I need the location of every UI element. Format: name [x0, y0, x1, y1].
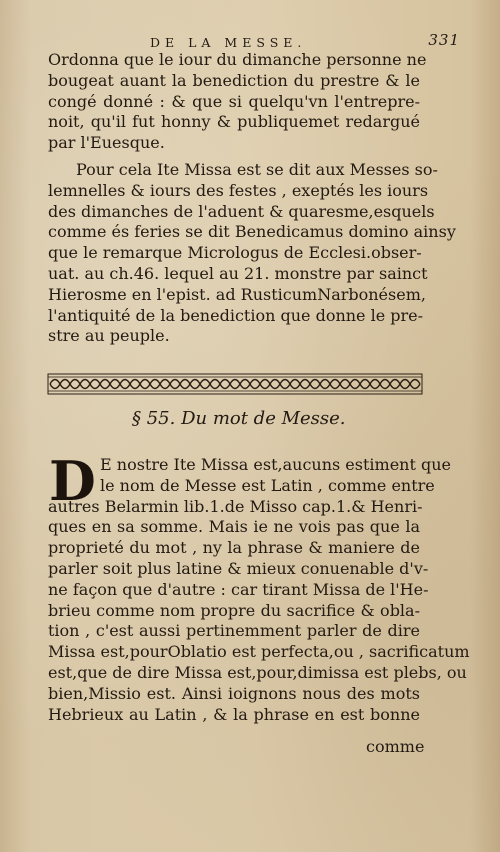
- text-line: tion , c'est aussi pertinemment parler de dire: [48, 621, 420, 641]
- paragraph-2: [48, 160, 456, 347]
- text-line: E nostre Ite Missa est,aucuns estiment que: [100, 455, 452, 474]
- text-line: Missa est,pourOblatio est perfecta,ou , sacrificatum: [48, 642, 470, 662]
- text-line: uat. au ch.46. lequel au 21. monstre par sainct: [48, 263, 428, 283]
- paragraph-1: [48, 50, 427, 154]
- text-line: brieu comme nom propre du sacrifice & obla-: [48, 600, 420, 620]
- running-head: [140, 33, 460, 51]
- text-line: comme és feries se dit Benedicamus domino ainsy: [48, 222, 456, 242]
- text-line: lemnelles & iours des festes , exeptés les iours: [48, 180, 429, 200]
- text-line: Pour cela Ite Missa est se dit aux Messes so-: [76, 160, 438, 179]
- text-line: noit, qu'il fut honny & publiquemet redargué: [48, 112, 420, 132]
- text-line: ne façon que d'autre : car tirant Missa de l'He-: [48, 579, 429, 599]
- text-line: par l'Euesque.: [48, 133, 165, 153]
- section-heading: § 55. Du mot de Messe.: [132, 408, 346, 429]
- drop-cap-letter: D: [49, 449, 96, 513]
- text-line: est,que de dire Missa est,pour,dimissa est plebs, ou: [48, 662, 467, 682]
- text-line: proprieté du mot , ny la phrase & maniere de: [48, 538, 420, 558]
- text-line: parler soit plus latine & mieux conuenable d'v-: [48, 558, 429, 578]
- paragraph-3: [48, 449, 470, 725]
- text-line: Hebrieux au Latin , & la phrase en est bonne: [48, 704, 420, 724]
- text-line: bougeat auant la benediction du prestre & le: [48, 70, 420, 90]
- text-line: bien,Missio est. Ainsi ioignons nous des mots: [48, 683, 420, 703]
- ornamental-band: [48, 373, 422, 395]
- text-line: Ordonna que le iour du dimanche personne ne: [48, 50, 427, 69]
- text-line: stre au peuple.: [48, 326, 170, 346]
- text-line: autres Belarmin lib.1.de Misso cap.1.& Henri-: [48, 496, 423, 516]
- text-line: l'antiquité de la benediction que donne le pre-: [48, 305, 424, 325]
- text-line: congé donné : & que si quelqu'vn l'entrepre-: [48, 91, 420, 111]
- catchword: comme: [366, 737, 425, 756]
- text-line: que le remarque Micrologus de Ecclesi.obser-: [48, 243, 422, 263]
- text-line: le nom de Messe est Latin , comme entre: [100, 475, 435, 495]
- running-title: DE LA MESSE.: [150, 35, 307, 50]
- text-line: ques en sa somme. Mais ie ne vois pas que la: [48, 517, 420, 537]
- text-line: des dimanches de l'aduent & quaresme,esquels: [48, 201, 435, 221]
- text-line: Hierosme en l'epist. ad RusticumNarbonésem,: [48, 284, 426, 304]
- page-number: 331: [428, 31, 460, 49]
